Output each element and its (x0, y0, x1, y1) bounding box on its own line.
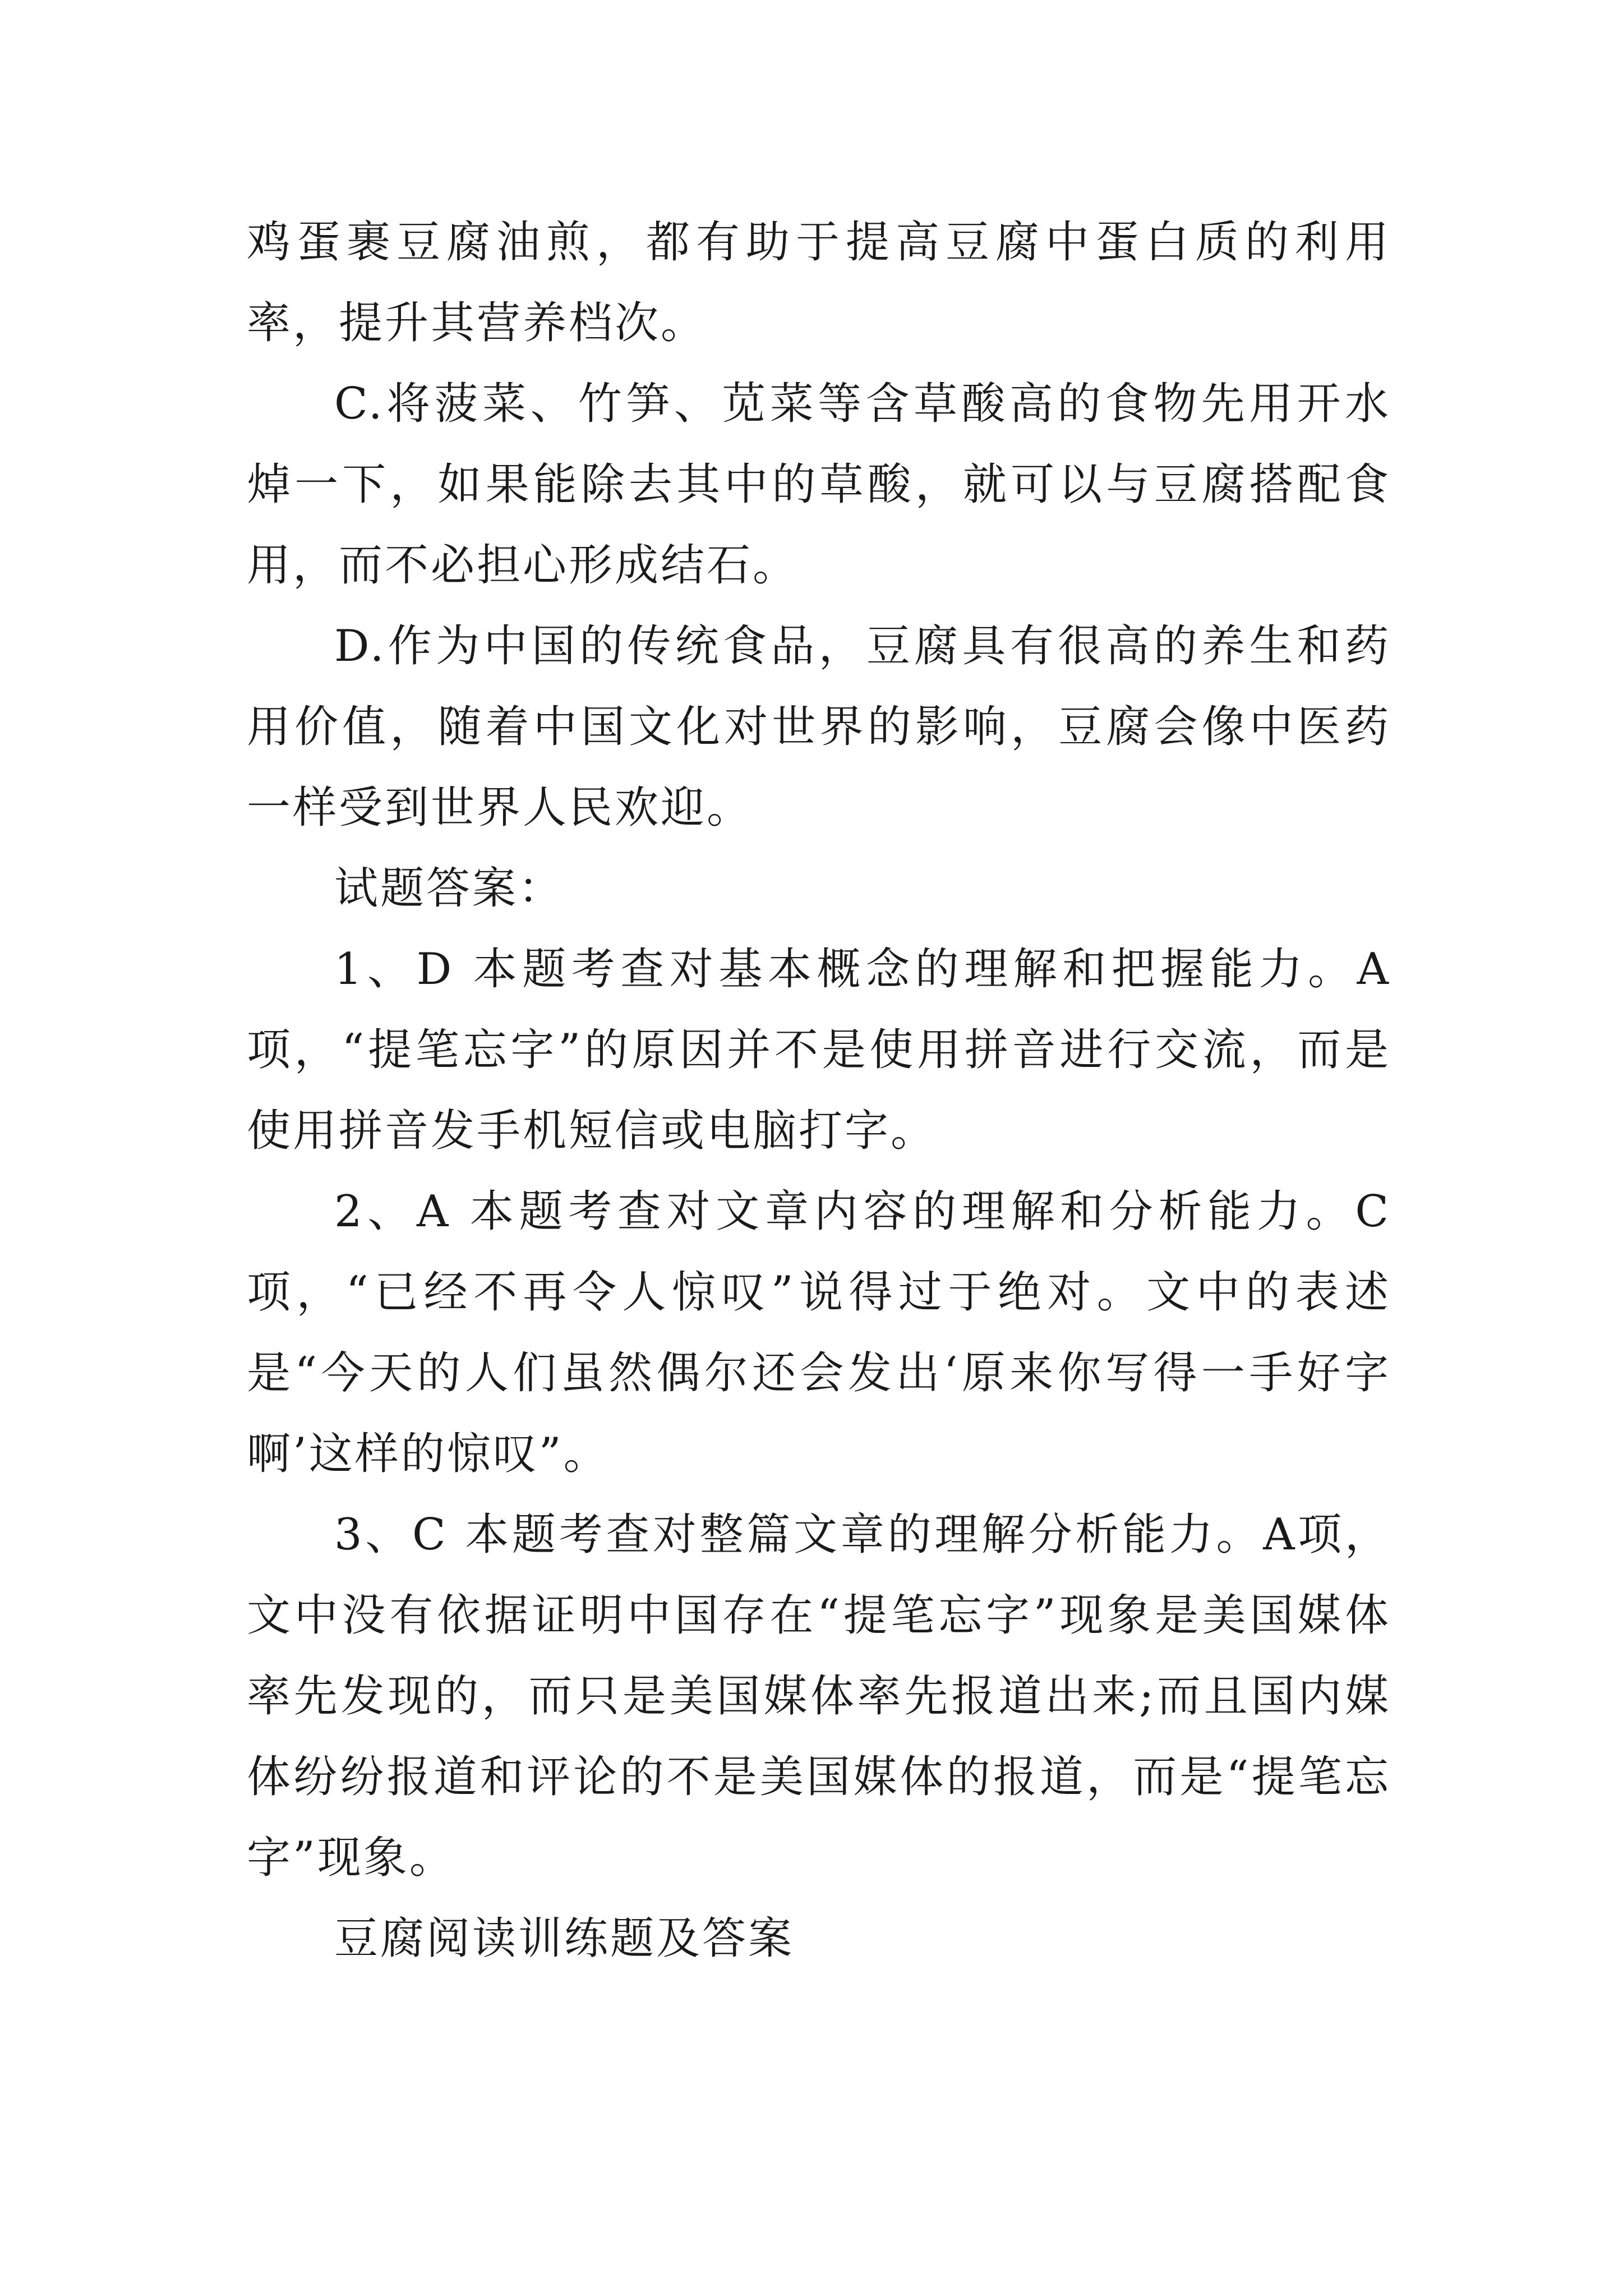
answer-2-paragraph: 2、A 本题考查对文章内容的理解和分析能力。C项，“已经不再令人惊叹”说得过于绝对。文中的表述是“今天的人们虽然偶尔还会发出‘原来你写得一手好字啊’这样的惊叹”。 (247, 1186, 1391, 1479)
option-d-paragraph: D.作为中国的传统食品，豆腐具有很高的养生和药用价值，随着中国文化对世界的影响，豆腐会像中医药一样受到世界人民欢迎。 (247, 621, 1391, 833)
document-body (247, 202, 1391, 1979)
paragraph-continuation: 鸡蛋裹豆腐油煎，都有助于提高豆腐中蛋白质的利用率，提升其营养档次。 (247, 217, 1391, 348)
section-title: 豆腐阅读训练题及答案 (334, 1913, 795, 1964)
answers-heading: 试题答案： (334, 863, 565, 914)
answer-1-paragraph: 1、D 本题考查对基本概念的理解和把握能力。A项，“提笔忘字”的原因并不是使用拼音进行交流，而是使用拼音发手机短信或电脑打字。 (247, 944, 1391, 1156)
option-c-paragraph: C.将菠菜、竹笋、苋菜等含草酸高的食物先用开水焯一下，如果能除去其中的草酸，就可以与豆腐搭配食用，而不必担心形成结石。 (247, 379, 1391, 591)
answer-3-paragraph: 3、C 本题考查对整篇文章的理解分析能力。A项，文中没有依据证明中国存在“提笔忘字”现象是美国媒体率先发现的，而只是美国媒体率先报道出来;而且国内媒体纷纷报道和评论的不是美国媒体的报道，而是“提笔忘字”现象。 (247, 1510, 1391, 1883)
